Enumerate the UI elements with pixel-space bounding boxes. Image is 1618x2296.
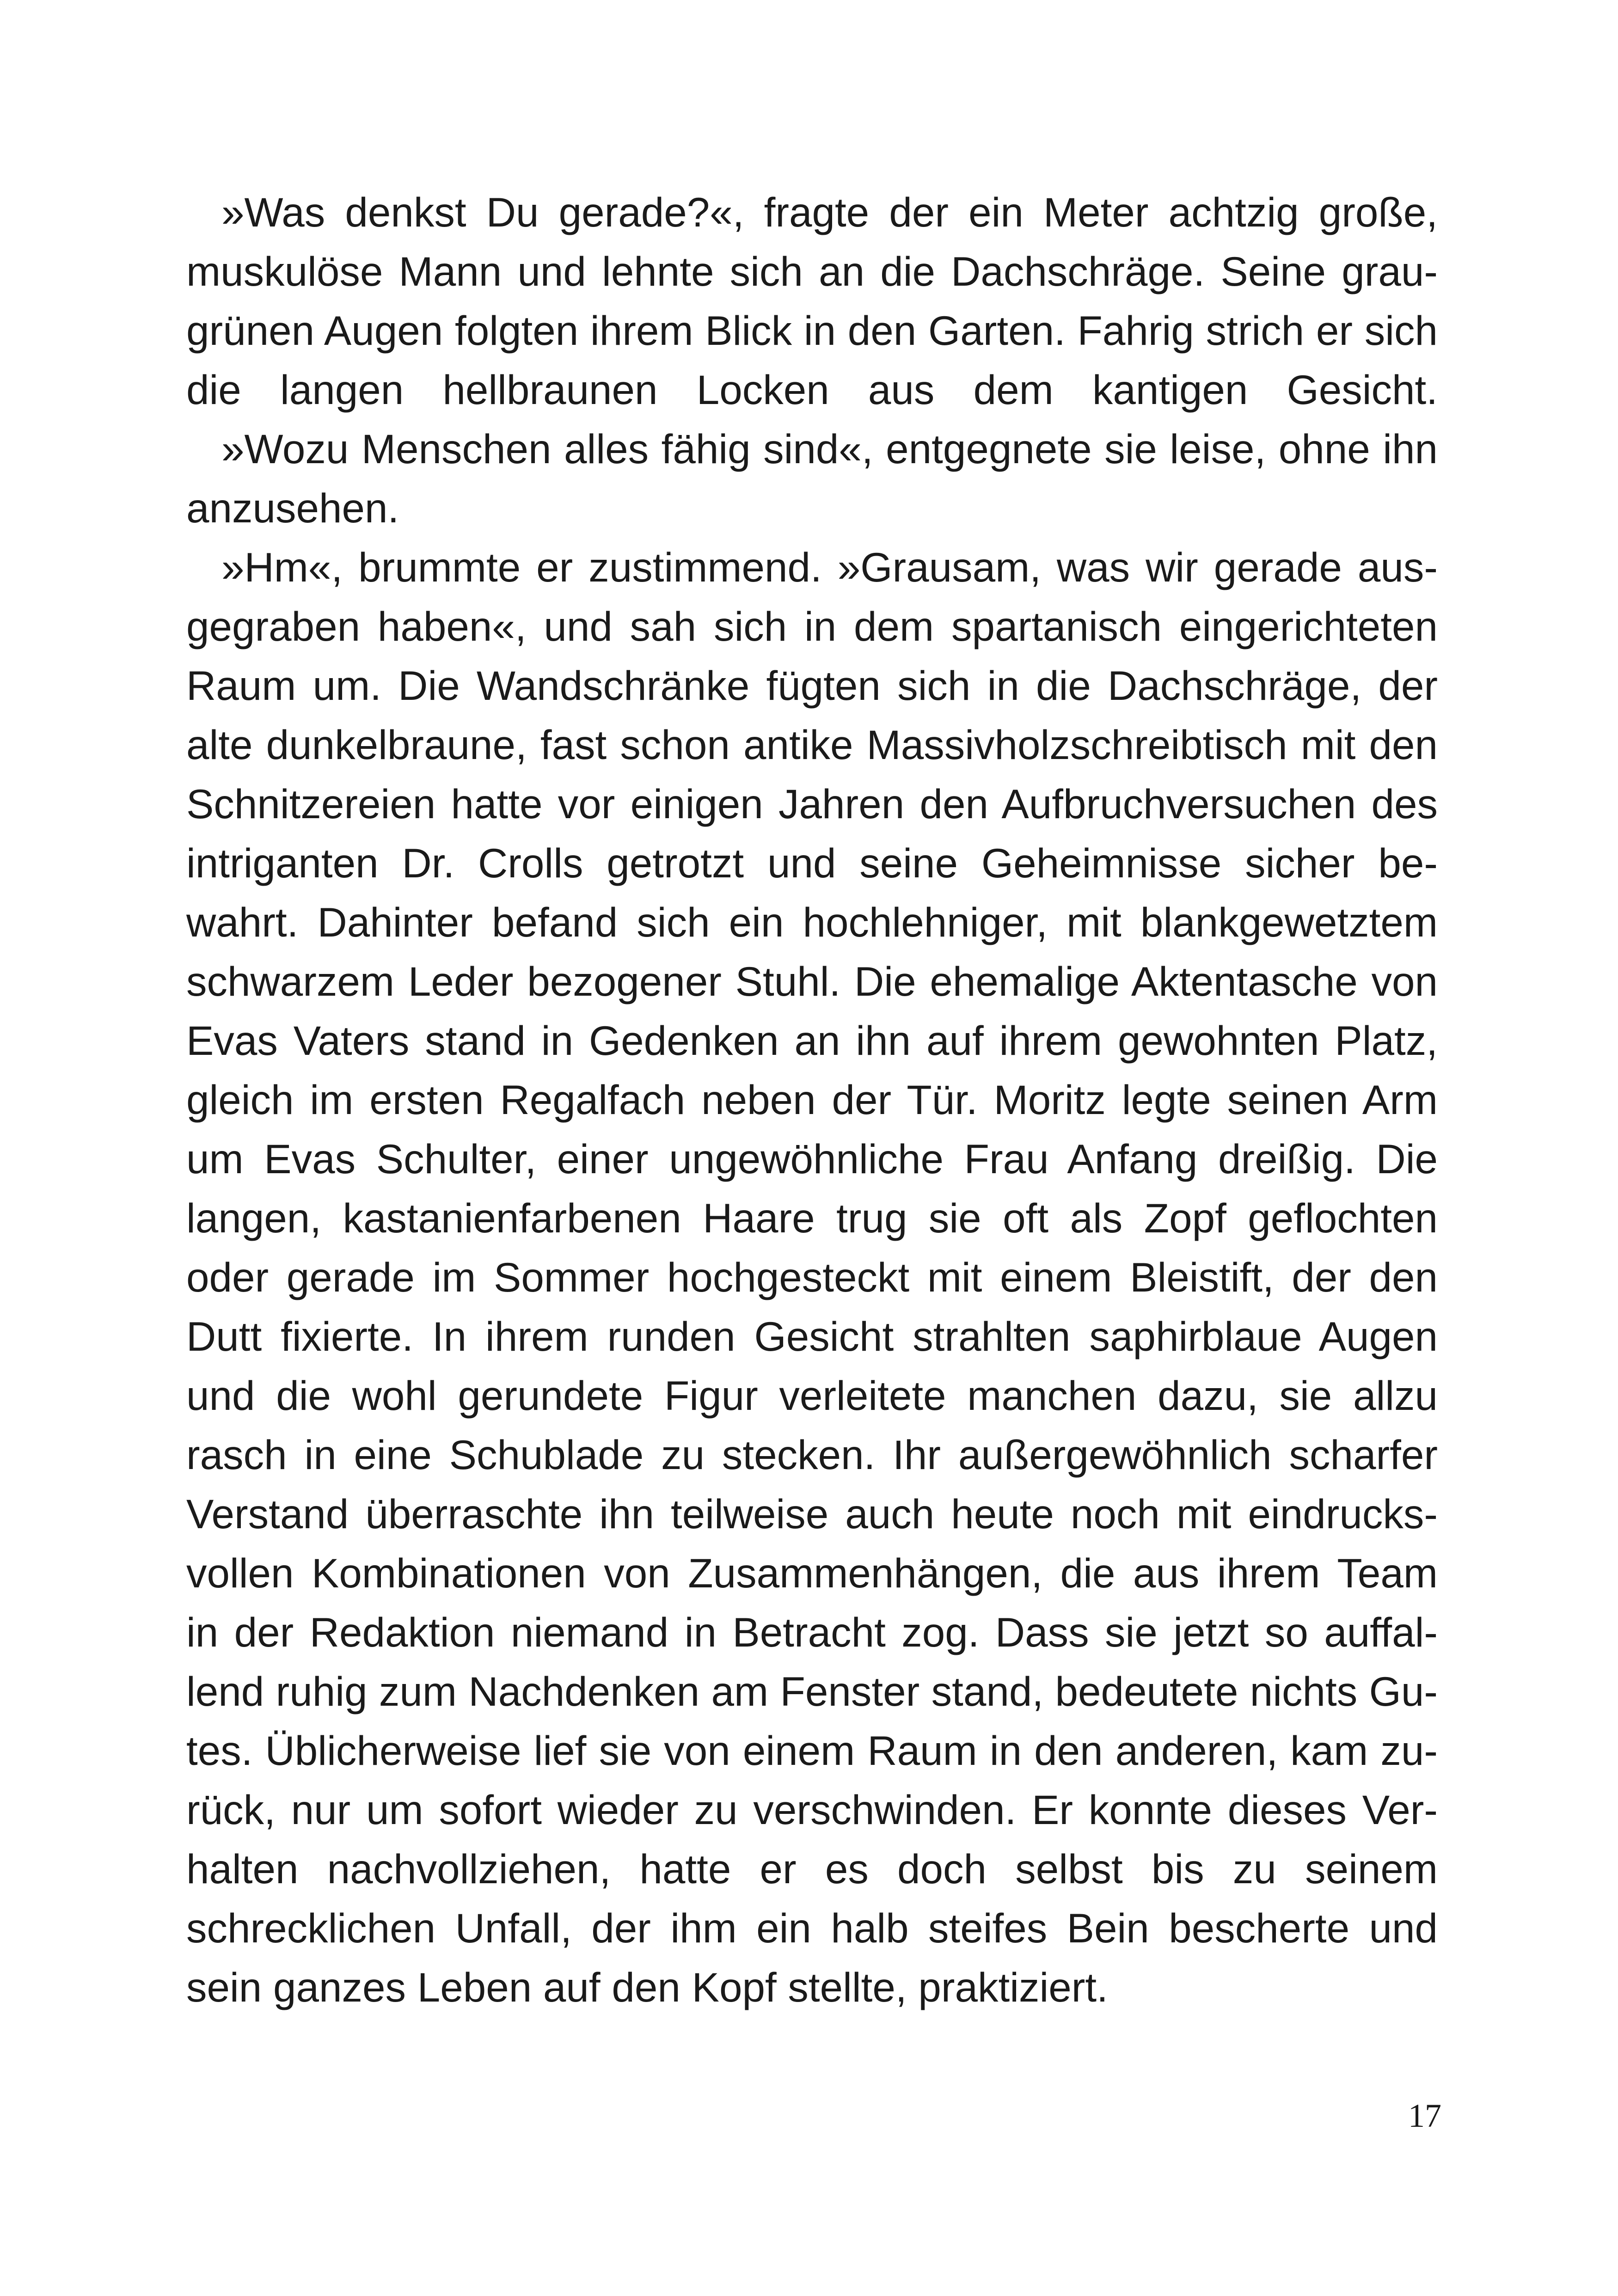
text-line: schrecklichen Unfall, der ihm ein halb steifes Bein bescherte und: [186, 1905, 1438, 1951]
text-line: anzusehen.: [186, 485, 399, 531]
text-line: intriganten Dr. Crolls getrotzt und seine Geheimnisse sicher be-: [186, 840, 1438, 886]
text-line: tes. Üblicherweise lief sie von einem Raum in den anderen, kam zu-: [186, 1727, 1438, 1774]
text-line: oder gerade im Sommer hochgesteckt mit einem Bleistift, der den: [186, 1254, 1438, 1300]
text-line: »Hm«, brummte er zustimmend. »Grausam, was wir gerade aus-: [221, 544, 1438, 590]
text-line: Dutt fixierte. In ihrem runden Gesicht strahlten saphirblaue Augen: [186, 1313, 1438, 1359]
text-line: grünen Augen folgten ihrem Blick in den Garten. Fahrig strich er sich: [186, 307, 1438, 354]
text-line: Schnitzereien hatte vor einigen Jahren den Aufbruchversuchen des: [186, 781, 1438, 827]
text-line: rück, nur um sofort wieder zu verschwinden. Er konnte dieses Ver-: [186, 1787, 1438, 1833]
text-line: Verstand überraschte ihn teilweise auch heute noch mit eindrucks-: [186, 1491, 1438, 1537]
text-line: halten nachvollziehen, hatte er es doch selbst bis zu seinem: [186, 1846, 1438, 1892]
text-line: schwarzem Leder bezogener Stuhl. Die ehemalige Aktentasche von: [186, 958, 1438, 1004]
text-line: vollen Kombinationen von Zusammenhängen, die aus ihrem Team: [186, 1550, 1438, 1596]
text-line: und die wohl gerundete Figur verleitete manchen dazu, sie allzu: [186, 1372, 1438, 1419]
text-line: rasch in eine Schublade zu stecken. Ihr außergewöhnlich scharfer: [186, 1432, 1438, 1478]
text-line: Raum um. Die Wandschränke fügten sich in die Dachschräge, der: [186, 662, 1438, 709]
text-line: gleich im ersten Regalfach neben der Tür. Moritz legte seinen Arm: [186, 1077, 1438, 1123]
text-line: langen, kastanienfarbenen Haare trug sie oft als Zopf geflochten: [186, 1195, 1438, 1241]
text-line: »Wozu Menschen alles fähig sind«, entgegnete sie leise, ohne ihn: [221, 426, 1438, 472]
page-number: 17: [1408, 2097, 1441, 2134]
text-line: sein ganzes Leben auf den Kopf stellte, praktiziert.: [186, 1964, 1108, 2010]
text-line: um Evas Schulter, einer ungewöhnliche Frau Anfang dreißig. Die: [186, 1136, 1438, 1182]
text-line: gegraben haben«, und sah sich in dem spartanisch eingerichteten: [186, 603, 1438, 649]
text-line: »Was denkst Du gerade?«, fragte der ein Meter achtzig große,: [221, 189, 1438, 235]
text-line: alte dunkelbraune, fast schon antike Massivholzschreibtisch mit den: [186, 722, 1438, 768]
text-line: lend ruhig zum Nachdenken am Fenster stand, bedeutete nichts Gu-: [186, 1668, 1438, 1714]
text-line: wahrt. Dahinter befand sich ein hochlehniger, mit blankgewetztem: [186, 899, 1438, 945]
text-line: muskulöse Mann und lehnte sich an die Dachschräge. Seine grau-: [186, 248, 1438, 294]
text-line: die langen hellbraunen Locken aus dem kantigen Gesicht.: [186, 367, 1438, 413]
text-line: Evas Vaters stand in Gedenken an ihn auf ihrem gewohnten Platz,: [186, 1017, 1438, 1064]
text-line: in der Redaktion niemand in Betracht zog. Dass sie jetzt so auffal-: [186, 1609, 1438, 1655]
